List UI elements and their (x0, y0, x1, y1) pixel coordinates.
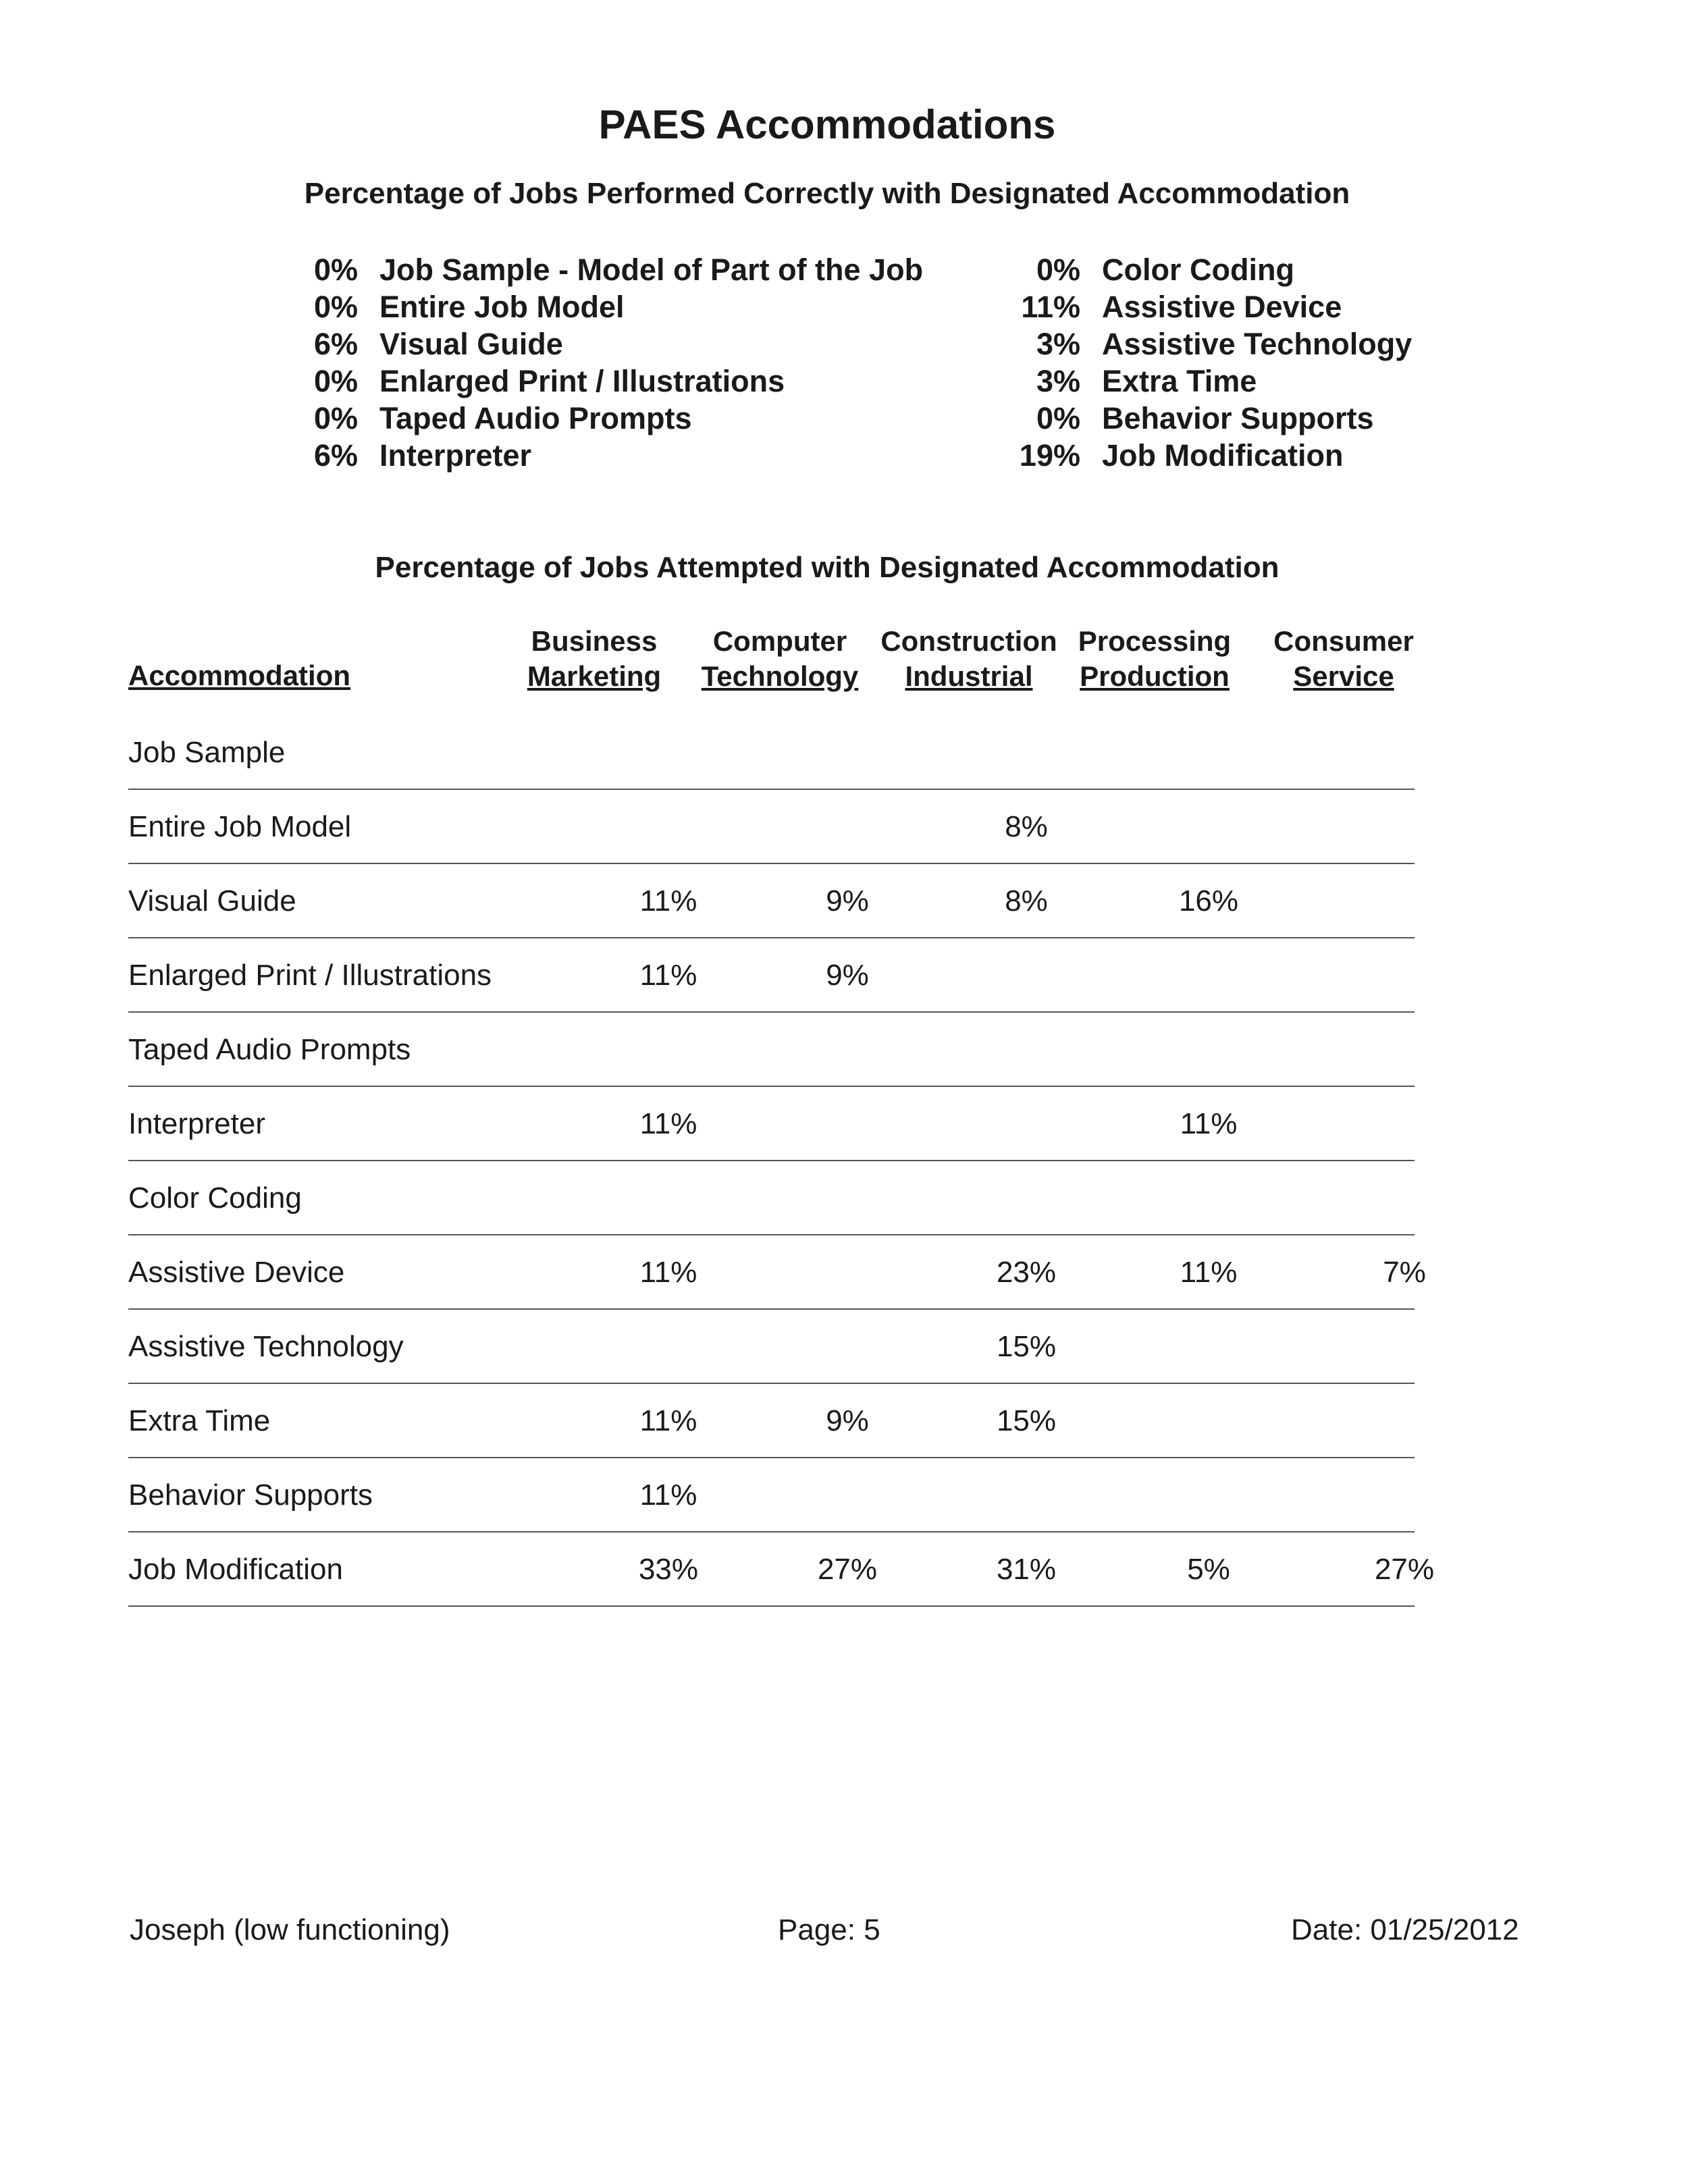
performed-item (1013, 363, 1412, 400)
performed-label: Assistive Technology (1102, 326, 1413, 361)
cell-business: 11% (639, 1404, 697, 1437)
table-row (128, 938, 1415, 1013)
page-title: PAES Accommodations (598, 102, 1056, 147)
performed-item (1013, 288, 1412, 325)
column-header-line2: Technology (701, 660, 859, 692)
cell-business: 11% (639, 884, 697, 917)
table-row (128, 1384, 1415, 1458)
row-label: Job Modification (128, 1553, 343, 1586)
table-row (128, 1161, 1415, 1235)
performed-pct: 0% (313, 252, 358, 287)
cell-computer: 9% (826, 884, 869, 917)
cell-construction: 23% (996, 1256, 1057, 1289)
performed-pct: 11% (1021, 289, 1080, 324)
performed-list-left (290, 251, 923, 474)
footer-date: Date: 01/25/2012 (1291, 1913, 1519, 1946)
performed-item (1013, 251, 1412, 288)
cell-business: 11% (639, 1256, 697, 1289)
row-label: Enlarged Print / Illustrations (128, 959, 492, 992)
column-header-processing (1063, 624, 1246, 694)
performed-label: Enlarged Print / Illustrations (379, 363, 785, 398)
table-row (128, 864, 1415, 938)
cell-business: 11% (639, 959, 697, 992)
accommodation-column-header: Accommodation (128, 660, 351, 691)
column-header-line2: Service (1293, 660, 1394, 692)
performed-label: Visual Guide (379, 326, 563, 361)
column-header-computer (682, 624, 878, 694)
cell-processing: 11% (1180, 1107, 1238, 1140)
column-header-line1: Computer (712, 625, 847, 657)
performed-pct: 0% (313, 363, 358, 398)
row-label: Entire Job Model (128, 810, 352, 843)
table-row (128, 790, 1415, 864)
cell-computer: 27% (817, 1553, 878, 1586)
cell-business: 11% (639, 1479, 697, 1512)
row-label: Job Sample (128, 736, 286, 769)
cell-processing: 5% (1187, 1553, 1230, 1586)
table-row (128, 1013, 1415, 1087)
performed-item (290, 400, 923, 437)
cell-computer: 9% (826, 959, 869, 992)
cell-construction: 31% (996, 1553, 1057, 1586)
cell-processing: 16% (1178, 884, 1239, 917)
table-row (128, 1087, 1415, 1161)
column-header-line1: Consumer (1273, 625, 1414, 657)
performed-label: Taped Audio Prompts (379, 400, 692, 435)
row-label: Taped Audio Prompts (128, 1033, 411, 1066)
cell-consumer: 7% (1383, 1256, 1426, 1289)
row-label: Assistive Device (128, 1256, 345, 1289)
performed-pct: 0% (313, 400, 358, 435)
cell-consumer: 27% (1374, 1553, 1435, 1586)
performed-pct: 6% (313, 326, 358, 361)
footer-page-number: Page: 5 (778, 1913, 880, 1946)
column-header-line1: Business (531, 625, 658, 657)
performed-label: Extra Time (1102, 363, 1257, 398)
performed-item (290, 251, 923, 288)
attempted-heading: Percentage of Jobs Attempted with Designated Accommodation (375, 551, 1280, 584)
performed-heading: Percentage of Jobs Performed Correctly with Designated Accommodation (304, 177, 1350, 210)
performed-item (290, 363, 923, 400)
table-row (128, 1235, 1426, 1310)
cell-construction: 15% (996, 1404, 1057, 1437)
column-header-line2: Industrial (905, 660, 1033, 692)
table-row (128, 1458, 1415, 1533)
performed-label: Color Coding (1102, 252, 1294, 287)
row-label: Visual Guide (128, 884, 296, 917)
performed-item (1013, 437, 1412, 474)
performed-pct: 0% (1036, 400, 1080, 435)
footer-name: Joseph (low functioning) (130, 1913, 450, 1946)
table-row (128, 716, 1415, 790)
performed-label: Interpreter (379, 437, 532, 473)
performed-pct: 0% (1036, 252, 1080, 287)
performed-item (290, 288, 923, 325)
cell-processing: 11% (1180, 1256, 1238, 1289)
cell-computer: 9% (826, 1404, 869, 1437)
performed-item (290, 325, 923, 363)
performed-list-right (1013, 251, 1412, 474)
column-header-line2: Production (1080, 660, 1230, 692)
row-label: Color Coding (128, 1181, 302, 1215)
column-header-line1: Construction (880, 625, 1057, 657)
cell-construction: 8% (1005, 884, 1048, 917)
performed-pct: 3% (1036, 326, 1080, 361)
performed-item (1013, 400, 1412, 437)
performed-label: Entire Job Model (379, 289, 625, 324)
performed-pct: 3% (1036, 363, 1080, 398)
performed-pct: 19% (1019, 437, 1080, 473)
column-header-line2: Marketing (527, 660, 662, 692)
performed-item (1013, 325, 1412, 363)
row-label: Behavior Supports (128, 1479, 373, 1512)
performed-pct: 6% (313, 437, 358, 473)
cell-business: 11% (639, 1107, 697, 1140)
row-label: Interpreter (128, 1107, 265, 1140)
attempted-table (128, 716, 1435, 1607)
performed-label: Behavior Supports (1102, 400, 1374, 435)
performed-label: Job Sample - Model of Part of the Job (379, 252, 924, 287)
performed-item (290, 437, 923, 474)
table-row (128, 1310, 1415, 1384)
row-label: Assistive Technology (128, 1330, 404, 1363)
performed-label: Job Modification (1102, 437, 1344, 473)
performed-pct: 0% (313, 289, 358, 324)
column-header-line1: Processing (1078, 625, 1232, 657)
table-row (128, 1533, 1435, 1607)
column-header-consumer (1256, 624, 1431, 694)
row-label: Extra Time (128, 1404, 271, 1437)
column-header-business (513, 624, 675, 694)
performed-label: Assistive Device (1102, 289, 1342, 324)
cell-construction: 15% (996, 1330, 1057, 1363)
cell-construction: 8% (1005, 810, 1048, 843)
cell-business: 33% (638, 1553, 699, 1586)
column-header-construction (871, 624, 1067, 694)
